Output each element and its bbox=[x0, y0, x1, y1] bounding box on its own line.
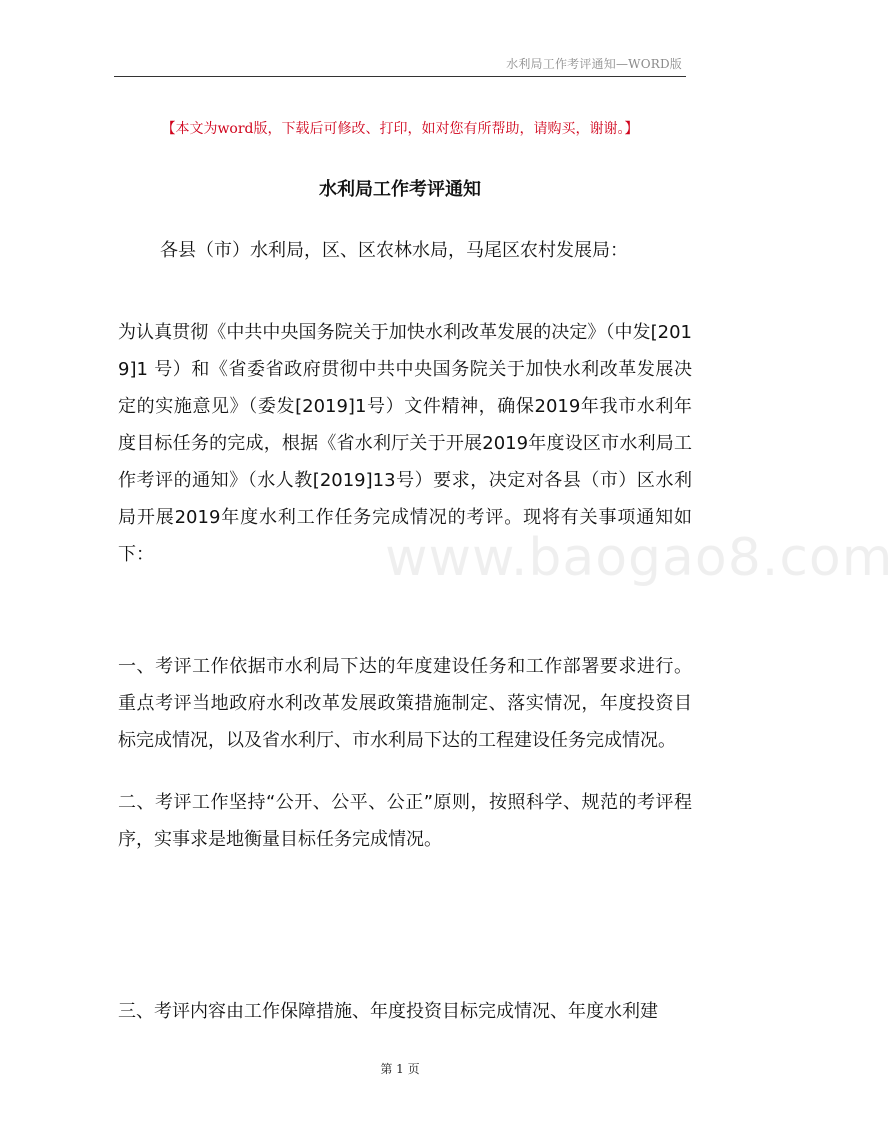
header-divider bbox=[114, 76, 686, 77]
paragraph-item-2: 二、考评工作坚持“公开、公平、公正”原则，按照科学、规范的考评程序，实事求是地衡量目标任务完成情况。 bbox=[118, 792, 692, 850]
running-header: 水利局工作考评通知—WORD版 bbox=[506, 57, 682, 71]
site-watermark: www.baogao8.com bbox=[385, 528, 893, 588]
paragraph-item-3: 三、考评内容由工作保障措施、年度投资目标完成情况、年度水利建 bbox=[118, 1001, 658, 1022]
purchase-notice: 【本文为word版，下载后可修改、打印，如对您有所帮助，请购买，谢谢。】 bbox=[161, 121, 639, 137]
page-number: 第 1 页 bbox=[380, 1062, 420, 1076]
page-title: 水利局工作考评通知 bbox=[319, 179, 481, 200]
paragraph-intro: 为认真贯彻《中共中央国务院关于加快水利改革发展的决定》（中发[2019]1 号）和《省委省政府贯彻中共中央国务院关于加快水利改革发展决定的实施意见》（委发[2019]1号）文件精神，确保2019年我市水利年度目标任务的完成，根据《省水利厅关于开展2019年度设区市水利局工作考评的通知》（水人教[2019]13号）要求，决定对各县（市）区水利局开展2019年度水利工作任务完成情况的考评。现将有关事项通知如下： bbox=[118, 322, 692, 565]
salutation: 各县（市）水利局，区、区农林水局，马尾区农村发展局： bbox=[160, 240, 628, 261]
paragraph-item-1: 一、考评工作依据市水利局下达的年度建设任务和工作部署要求进行。重点考评当地政府水利改革发展政策措施制定、落实情况，年度投资目标完成情况，以及省水利厅、市水利局下达的工程建设任务完成情况。 bbox=[118, 656, 692, 751]
